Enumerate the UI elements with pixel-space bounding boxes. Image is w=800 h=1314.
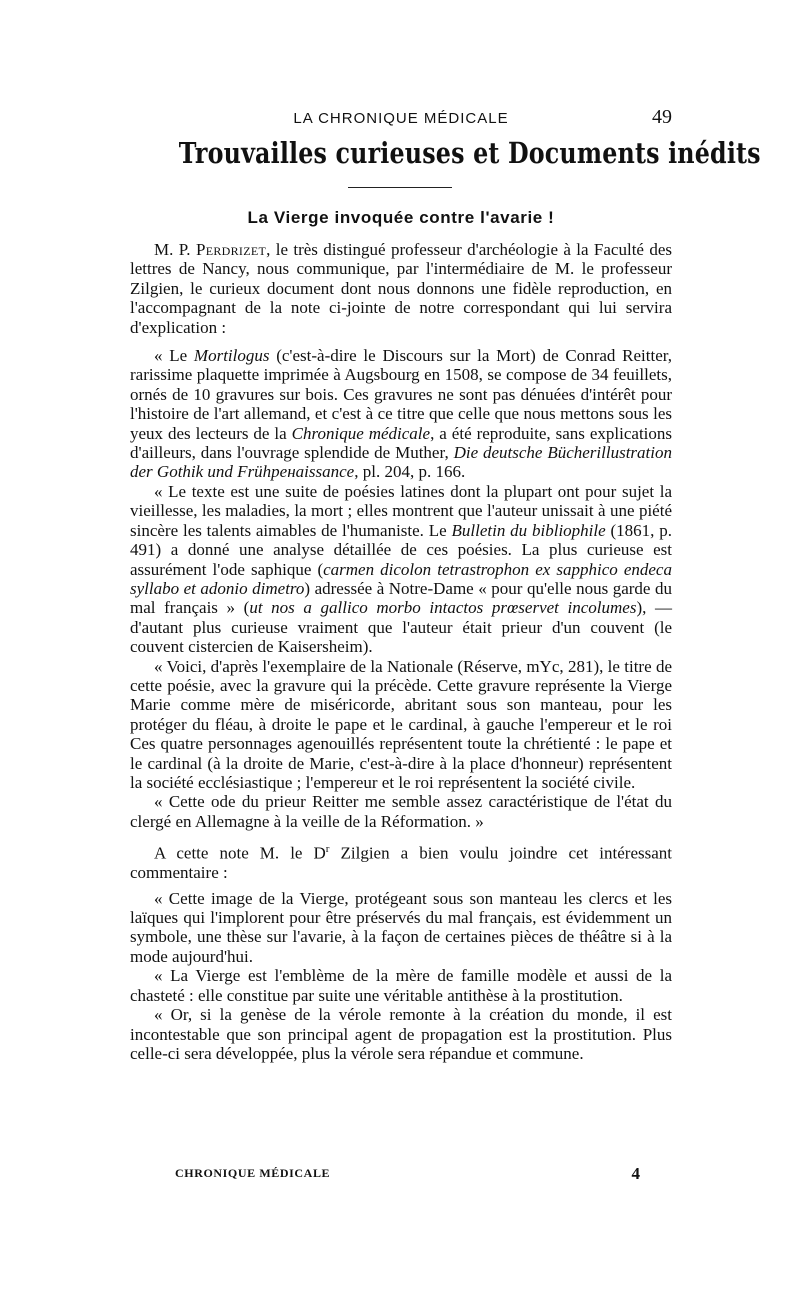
running-title: LA CHRONIQUE MÉDICALE (293, 110, 509, 127)
page-number: 49 (652, 106, 672, 128)
footer-title: CHRONIQUE MÉDICALE (175, 1166, 331, 1180)
p2-b: Bulletin du bibliophile (451, 520, 606, 540)
p2-a: « Le texte est une suite de poésies latines dont la plupart ont pour sujet la vieillesse, les maladies, la mort ; elles montrent que l'auteur unissait à une piété sincère les talents aimables de l'humaniste. Le (130, 481, 672, 540)
p1-e: , a été reproduite, sans explications d'ailleurs, dans l'ouvrage splendide de Muther, (130, 423, 673, 463)
p2-e: ) adressée à Notre-Dame « pour qu'elle nous garde du mal français » ( (130, 578, 672, 618)
paragraph-verole: « Or, si la genèse de la vérole remonte à la création du monde, il est incontestable que son principal agent de propagation est la prostitution. Plus celle-ci sera développée, plus la vérole sera répandue et commune. (130, 1005, 672, 1063)
paragraph-image: « Cette image de la Vierge, protégeant sous son manteau les clercs et les laïques qui l'implorent pour être préservés du mal français, est évidemment un symbole, une thèse sur l'avarie, à la façon de certaines pièces de théâtre si à la mode aujourd'hui. (130, 888, 672, 966)
paragraph-ode: « Cette ode du prieur Reitter me semble assez caractéristique de l'état du clergé en Allemagne à la veille de la Réformation. » (130, 792, 672, 831)
article-body (130, 240, 672, 1063)
p1-d: Chronique médicale (291, 423, 431, 443)
p2-g: ), — d'autant plus curieuse vraiment que l'auteur était prieur d'un couvent (le couvent cistercien de Kaisersheim). (130, 598, 672, 657)
paragraph-voici: « Voici, d'après l'exemplaire de la Nationale (Réserve, mYc, 281), le titre de cette poésie, avec la gravure qui la précède. Cette gravure représente la Vierge Marie comme mère de miséricorde, abritant sous son manteau, pour les protéger du fléau, à droite le pape et le cardinal, à gauche l'empereur et le roi Ces quatre personnages agenouillés représentent toute la chrétienté : le pape et le cardinal (à la droite de Marie, c'est-à-dire à la place d'honneur) représentent la société ecclésiastique ; l'empereur et le roi représentent la société civile. (130, 656, 672, 792)
p1-c: (c'est-à-dire le Discours sur la Mort) de Conrad Reitter, rarissime plaquette imprimée à Augsbourg en 1508, se compose de 34 feuillets, ornés de 10 gravures sur bois. Ces gravures ne sont pas dénuées d'intérêt pour l'histoire de l'art allemand, et c'est à ce titre que celle que nous mettons sous les yeux des lecteurs de la (130, 346, 672, 443)
p1-b: Mortilogus (193, 346, 270, 366)
running-header (130, 106, 672, 132)
intro-rest: , le très distingué professeur d'archéologie à la Faculté des lettres de Nancy, nous communique, par l'intermédiaire de M. le professeur Zilgien, le curieux document dont nous donnons une fidèle reproduction, en l'accompagnant de la note ci-jointe de notre correspondant qui lui servira d'explication : (130, 240, 672, 337)
title-rule (348, 187, 452, 188)
intro-lead: M. P. (154, 240, 196, 259)
signature-mark: 4 (631, 1164, 640, 1183)
paragraph-texte (130, 482, 672, 657)
paragraph-vierge: « La Vierge est l'emblème de la mère de famille modèle et aussi de la chasteté : elle constitue par suite une véritable antithèse à la prostitution. (130, 966, 672, 1005)
paragraph-mortilogus (130, 346, 672, 482)
p5-b: Zilgien a bien voulu joindre cet intéressant commentaire : (130, 843, 672, 883)
page-footer (130, 1164, 672, 1186)
p1-a: « Le (154, 346, 194, 366)
p2-c: (1861, p. 491) a donné une analyse détaillée de ces poésies. La plus curieuse est assurément l'ode saphique ( (130, 520, 672, 579)
p5-a: A cette note M. le D (154, 843, 326, 863)
p2-f: ut nos a gallico morbo intactos prœservet incolumes (249, 598, 637, 618)
intro-paragraph (130, 240, 672, 337)
p2-d: carmen dicolon tetrastrophon ex sapphico endeca syllabo et adonio dimetro (130, 559, 672, 598)
p1-f: Die deutsche Bücherillustration der Gothik und Frühренaissance (130, 443, 672, 482)
p1-g: , pl. 204, p. 166. (354, 462, 466, 482)
article-title: La Vierge invoquée contre l'avarie ! (247, 208, 555, 227)
paragraph-note (130, 840, 672, 882)
p5-sup: r (325, 843, 330, 856)
section-title: Trouvailles curieuses et Documents inédits (178, 136, 761, 170)
author-name: Perdrizet (195, 240, 267, 259)
